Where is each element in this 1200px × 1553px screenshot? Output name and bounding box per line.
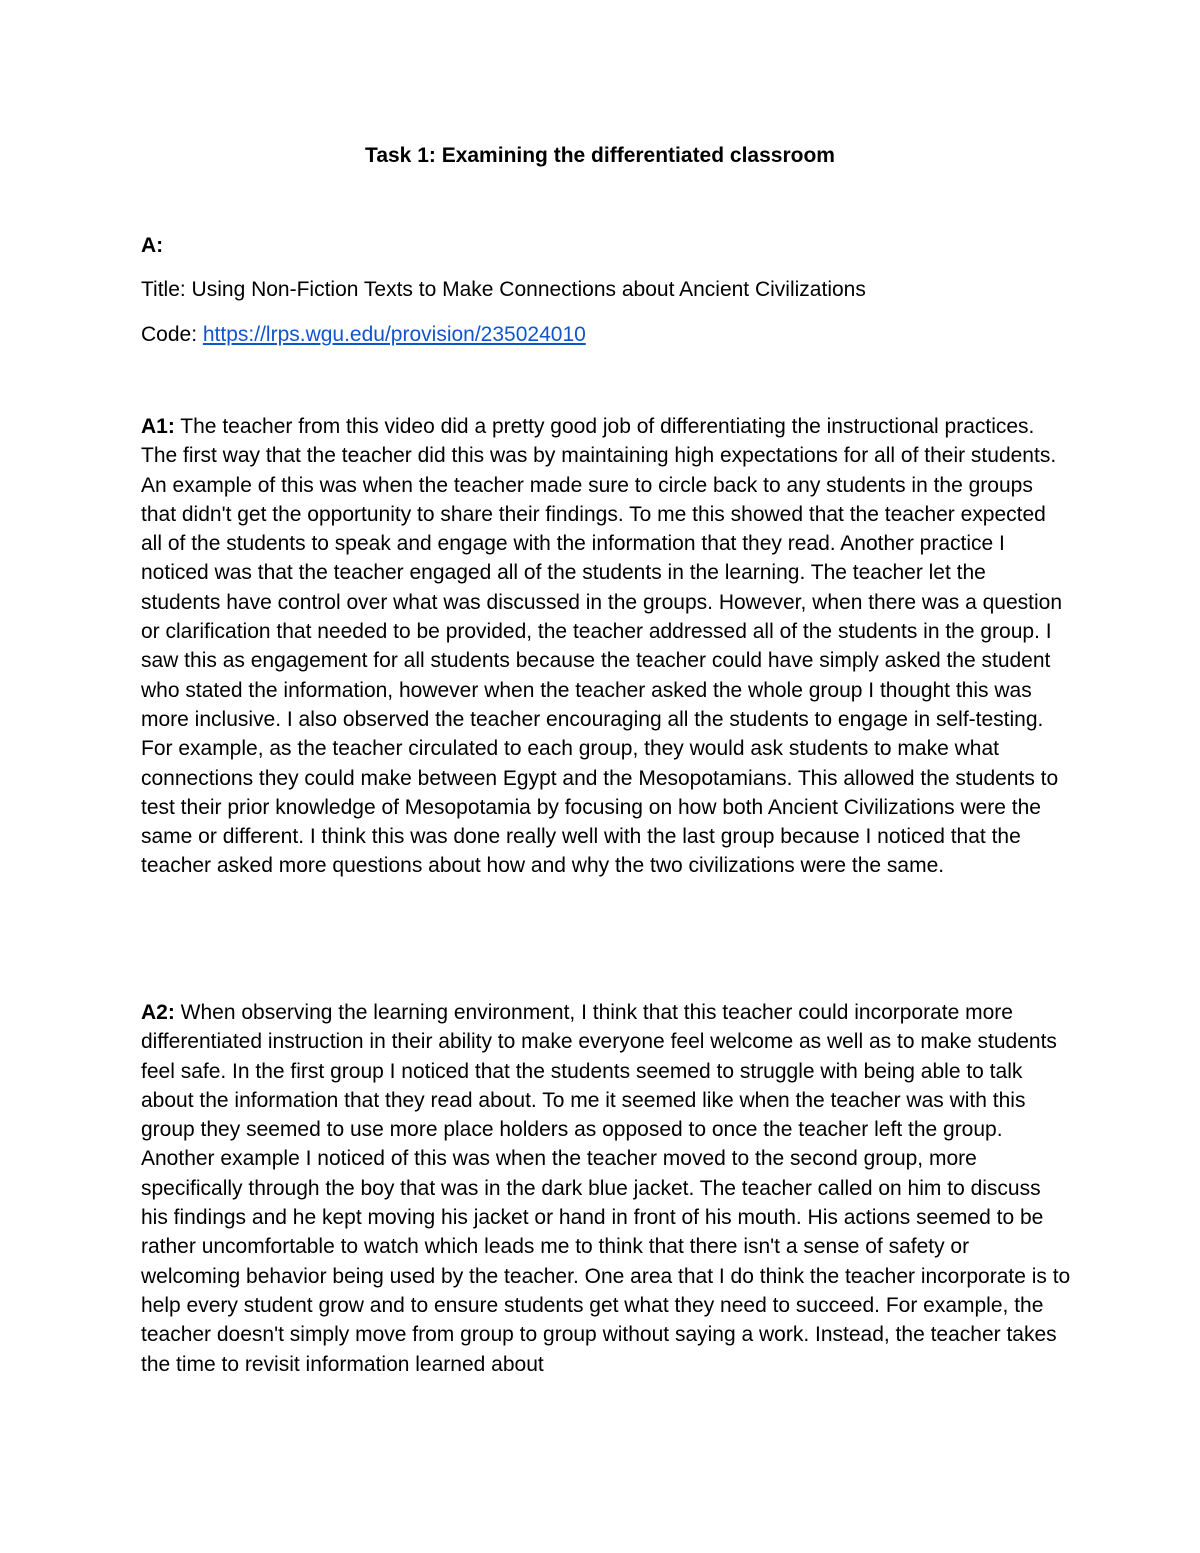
section-a-label: A:	[141, 234, 164, 257]
paragraph-a2-label: A2:	[141, 1001, 175, 1024]
code-link[interactable]: https://lrps.wgu.edu/provision/235024010	[202, 323, 586, 346]
paragraph-a1	[141, 412, 1071, 881]
video-code-line	[141, 322, 586, 348]
paragraph-a1-text: The teacher from this video did a pretty good job of differentiating the instructional practices. The first way that the teacher did this was by maintaining high expectations for all of their students. An example of this was when the teacher made sure to circle back to any students in the groups that didn't get the opportunity to share their findings. To me this showed that the teacher expected all of the students to speak and engage with the information that they read. Another practice I noticed was that the teacher engaged all of the students in the learning. The teacher let the students have control over what was discussed in the groups. However, when there was a question or clarification that needed to be provided, the teacher addressed all of the students in the group. I saw this as engagement for all students because the teacher could have simply asked the student who stated the information, however when the teacher asked the whole group I thought this was more inclusive. I also observed the teacher encouraging all the students to engage in self-testing. For example, as the teacher circulated to each group, they would ask students to make what connections they could make between Egypt and the Mesopotamians. This allowed the students to test their prior knowledge of Mesopotamia by focusing on how both Ancient Civilizations were the same or different. I think this was done really well with the last group because I noticed that the teacher asked more questions about how and why the two civilizations were the same.	[141, 415, 1063, 878]
paragraph-a2-text: When observing the learning environment, I think that this teacher could incorporate more differentiated instruction in their ability to make everyone feel welcome as well as to make students feel safe. In the first group I noticed that the students seemed to struggle with being able to talk about the information that they read about. To me it seemed like when the teacher was with this group they seemed to use more place holders as opposed to once the teacher left the group. Another example I noticed of this was when the teacher moved to the second group, more specifically through the boy that was in the dark blue jacket. The teacher called on him to discuss his findings and he kept moving his jacket or hand in front of his mouth. His actions seemed to be rather uncomfortable to watch which leads me to think that there isn't a sense of safety or welcoming behavior being used by the teacher. One area that I do think the teacher incorporate is to help every student grow and to ensure students get what they need to succeed. For example, the teacher doesn't simply move from group to group without saying a work. Instead, the teacher takes the time to revisit information learned about	[141, 1001, 1071, 1376]
document-title: Task 1: Examining the differentiated classroom	[365, 144, 835, 167]
paragraph-a2	[141, 998, 1071, 1379]
code-label: Code:	[141, 323, 203, 346]
paragraph-a1-label: A1:	[141, 415, 175, 438]
video-title-line: Title: Using Non-Fiction Texts to Make Connections about Ancient Civilizations	[141, 278, 866, 301]
